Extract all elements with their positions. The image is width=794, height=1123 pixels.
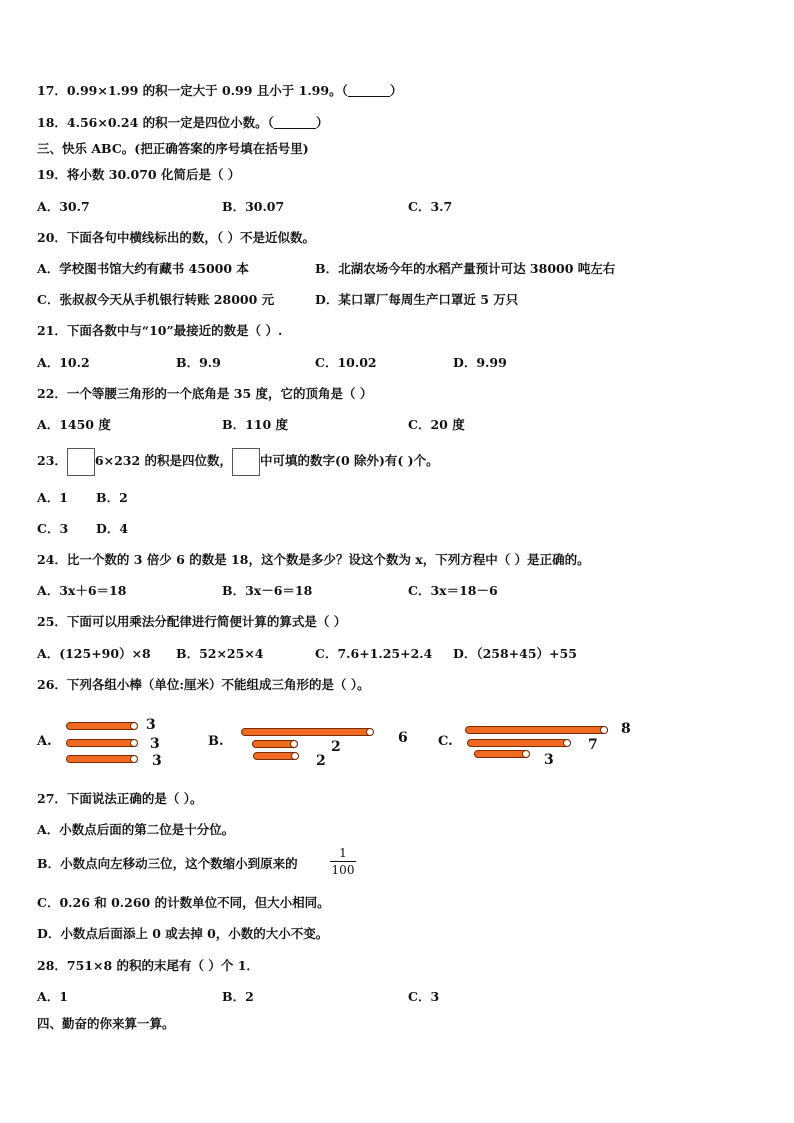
- q18-stem: 4.56×0.24 的积一定是四位小数。（: [66, 115, 274, 130]
- question-17: [37, 82, 402, 100]
- q19-stem: 19．将小数 30.070 化简后是（ ）: [37, 167, 241, 182]
- q25-option-b[interactable]: B．52×25×4: [176, 646, 264, 661]
- fraction-denominator: 100: [331, 863, 355, 877]
- q25-stem: 25．下面可以用乘法分配律进行简便计算的算式是（ ）: [37, 614, 347, 629]
- q28-option-a[interactable]: A．1: [37, 989, 68, 1004]
- q24-stem: 24．比一个数的 3 倍少 6 的数是 18，这个数是多少？设这个数为 x，下列方程中（ ）是正确的。: [37, 552, 590, 567]
- stick-length: 6: [398, 730, 408, 746]
- q28-option-b[interactable]: B．2: [222, 989, 254, 1004]
- q27-option-c[interactable]: C．0.26 和 0.260 的计数单位不同，但大小相同。: [37, 895, 330, 910]
- q19-option-a[interactable]: A．30.7: [37, 199, 90, 214]
- q25-option-c[interactable]: C．7.6+1.25+2.4: [315, 646, 433, 661]
- q18-close: ）: [315, 115, 329, 130]
- answer-blank[interactable]: [348, 84, 390, 97]
- question-23: [37, 446, 439, 476]
- fraction-one-hundredth: [330, 846, 356, 877]
- q27-option-a[interactable]: A．小数点后面的第二位是十分位。: [37, 822, 235, 837]
- q26-option-a: A.: [37, 734, 52, 749]
- question-18: [37, 114, 328, 132]
- stick-length: 2: [331, 739, 341, 755]
- q23-option-b[interactable]: B．2: [96, 490, 128, 505]
- q23-num: 23．: [37, 453, 67, 468]
- section-4-heading: 四、勤奋的你来算一算。: [37, 1016, 175, 1031]
- q26-stem: 26．下列各组小棒（单位:厘米）不能组成三角形的是（ ）。: [37, 677, 370, 692]
- q19-option-c[interactable]: C．3.7: [408, 199, 453, 214]
- fraction-numerator: 1: [339, 846, 347, 860]
- stick: [66, 722, 138, 730]
- stick-length: 2: [316, 753, 326, 769]
- q26-option-b: B.: [208, 734, 224, 749]
- q22-stem: 22．一个等腰三角形的一个底角是 35 度，它的顶角是（ ）: [37, 386, 373, 401]
- stick-length: 3: [152, 753, 162, 769]
- q28-option-c[interactable]: C．3: [408, 989, 440, 1004]
- q17-close: ）: [389, 83, 403, 98]
- q24-option-a[interactable]: A．3x＋6＝18: [37, 583, 127, 598]
- digit-box[interactable]: [67, 448, 95, 476]
- q21-option-b[interactable]: B．9.9: [176, 355, 221, 370]
- fraction-bar: [330, 861, 356, 862]
- q27-option-b[interactable]: B．小数点向左移动三位，这个数缩小到原来的: [37, 856, 298, 871]
- q26-option-c: C.: [438, 734, 453, 749]
- stick: [66, 755, 138, 763]
- stick: [252, 740, 298, 748]
- q17-text: 17．: [37, 83, 67, 98]
- q21-option-a[interactable]: A．10.2: [37, 355, 90, 370]
- q21-option-c[interactable]: C．10.02: [315, 355, 377, 370]
- stick: [253, 752, 299, 760]
- q23-option-c[interactable]: C．3: [37, 521, 69, 536]
- digit-box[interactable]: [232, 448, 260, 476]
- q24-option-c[interactable]: C．3x＝18－6: [408, 583, 498, 598]
- q21-option-d[interactable]: D．9.99: [453, 355, 507, 370]
- q20-stem: 20．下面各句中横线标出的数，（ ）不是近似数。: [37, 230, 315, 245]
- q17-stem: 0.99×1.99 的积一定大于 0.99 且小于 1.99。（: [66, 83, 348, 98]
- stick-length: 7: [588, 737, 598, 753]
- q22-option-a[interactable]: A．1450 度: [37, 417, 111, 432]
- q25-option-a[interactable]: A．(125+90）×8: [37, 646, 151, 661]
- q18-num: 18．: [37, 115, 67, 130]
- q23-stem-part1: 6×232 的积是四位数，: [94, 453, 233, 468]
- q20-option-b[interactable]: B．北湖农场今年的水稻产量预计可达 38000 吨左右: [315, 261, 616, 276]
- stick-length: 3: [146, 717, 156, 733]
- q20-option-c[interactable]: C．张叔叔今天从手机银行转账 28000 元: [37, 292, 275, 307]
- q19-option-b[interactable]: B．30.07: [222, 199, 285, 214]
- q22-option-b[interactable]: B．110 度: [222, 417, 289, 432]
- stick-length: 8: [621, 721, 631, 737]
- q27-stem: 27．下面说法正确的是（ ）。: [37, 791, 203, 806]
- q23-option-a[interactable]: A．1: [37, 490, 68, 505]
- stick: [474, 750, 530, 758]
- stick: [66, 739, 138, 747]
- q24-option-b[interactable]: B．3x－6＝18: [222, 583, 313, 598]
- stick-length: 3: [150, 736, 160, 752]
- stick: [467, 739, 571, 747]
- q20-option-d[interactable]: D．某口罩厂每周生产口罩近 5 万只: [315, 292, 519, 307]
- section-3-heading: 三、快乐 ABC。(把正确答案的序号填在括号里): [37, 141, 309, 156]
- q25-option-d[interactable]: D．（258+45）+55: [453, 646, 577, 661]
- q20-option-a[interactable]: A．学校图书馆大约有藏书 45000 本: [37, 261, 249, 276]
- answer-blank[interactable]: [274, 116, 316, 129]
- stick-length: 3: [544, 752, 554, 768]
- q22-option-c[interactable]: C．20 度: [408, 417, 465, 432]
- q21-stem: 21．下面各数中与“10”最接近的数是（ ）.: [37, 323, 283, 338]
- q23-option-d[interactable]: D．4: [96, 521, 129, 536]
- q23-stem-part2: 中可填的数字(0 除外)有( )个。: [260, 453, 439, 468]
- stick: [465, 726, 608, 734]
- q27-option-d[interactable]: D．小数点后面添上 0 或去掉 0，小数的大小不变。: [37, 926, 329, 941]
- q28-stem: 28．751×8 的积的末尾有（ ）个 1．: [37, 958, 259, 973]
- stick: [241, 728, 374, 736]
